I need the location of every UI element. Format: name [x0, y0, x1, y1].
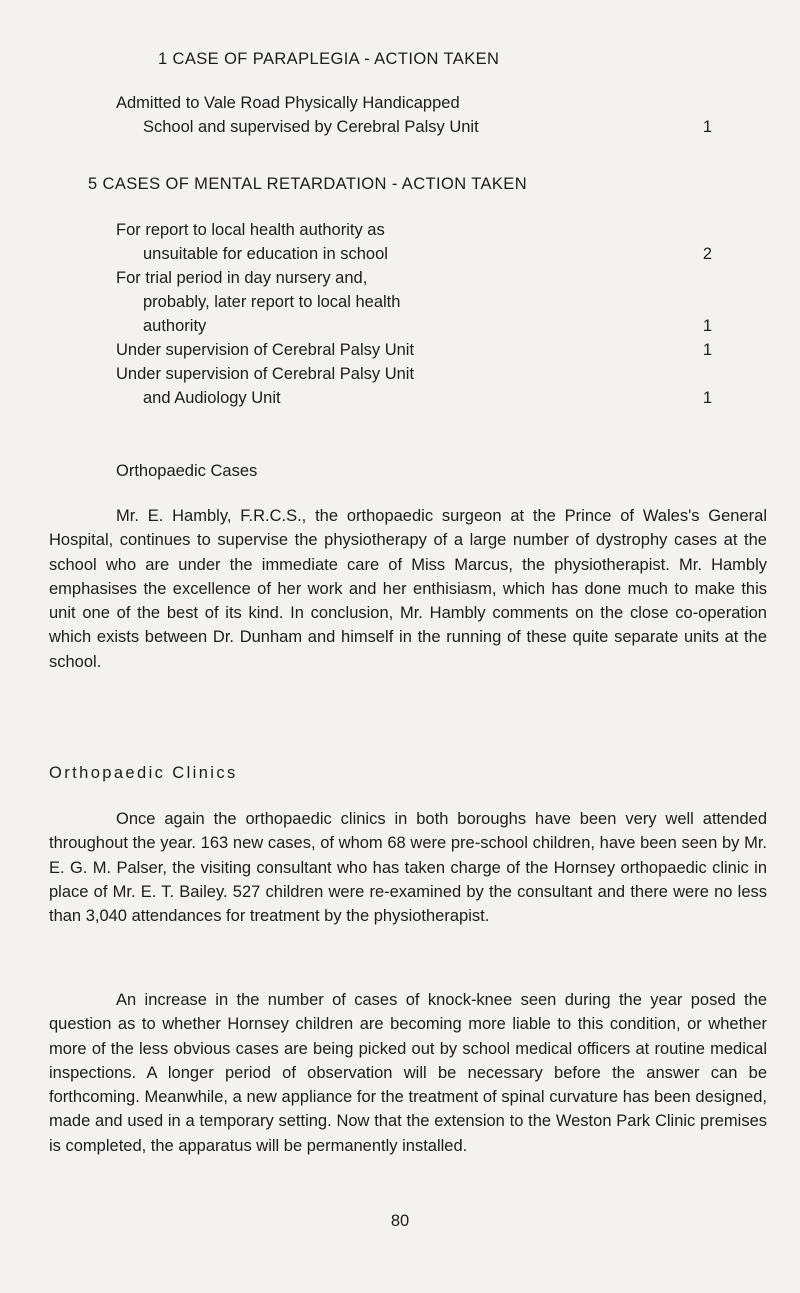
case-count: 1 — [702, 341, 712, 359]
entry-line: School and supervised by Cerebral Palsy Unit — [143, 118, 479, 136]
list-item — [116, 362, 414, 410]
mental-retardation-heading: 5 CASES OF MENTAL RETARDATION - ACTION TAKEN — [88, 175, 528, 193]
paraplegia-heading: 1 CASE OF PARAPLEGIA - ACTION TAKEN — [158, 50, 500, 68]
list-item — [116, 338, 414, 362]
orthopaedic-cases-paragraph: Mr. E. Hambly, F.R.C.S., the orthopaedic surgeon at the Prince of Wales's General Hospital, continues to supervise the physiotherapy of a large number of dystrophy cases at the school who are under the immediate care of Miss Marcus, the physiotherapist. Mr. Hambly emphasises the excellence of her work and her enthisiasm, which has done much to make this unit one of the best of its kind. In conclusion, Mr. Hambly comments on the close co-operation which exists between Dr. Dunham and himself in the running of these quite separate units at the school. — [49, 507, 767, 671]
entry-line: Under supervision of Cerebral Palsy Unit — [116, 365, 415, 383]
entry-line: unsuitable for education in school — [143, 245, 388, 263]
entry-line: For trial period in day nursery and, — [116, 269, 368, 287]
entry-line: For report to local health authority as — [116, 221, 385, 239]
case-count: 2 — [702, 245, 712, 263]
orthopaedic-clinics-paragraph-2: An increase in the number of cases of knock-knee seen during the year posed the question as to whether Hornsey children are becoming more liable to this condition, or whether more of the less obvious cases are being picked out by school medical officers at routine medical inspections. A longer period of observation will be necessary before the answer can be forthcoming. Meanwhile, a new appliance for the treatment of spinal curvature has been designed, made and used in a temporary setting. Now that the extension to the Weston Park Clinic premises is completed, the apparatus will be permanently installed. — [49, 991, 767, 1155]
orthopaedic-clinics-title: Orthopaedic Clinics — [49, 764, 238, 782]
entry-line: and Audiology Unit — [143, 389, 281, 407]
orthopaedic-cases-title: Orthopaedic Cases — [116, 462, 258, 480]
page-number: 80 — [390, 1212, 410, 1230]
case-count: 1 — [702, 118, 712, 136]
list-item — [116, 218, 388, 266]
orthopaedic-clinics-paragraph-1: Once again the orthopaedic clinics in both boroughs have been very well attended throughout the year. 163 new cases, of whom 68 were pre-school children, have been seen by Mr. E. G. M. Palser, the visiting consultant who has taken charge of the Hornsey orthopaedic clinic in place of Mr. E. T. Bailey. 527 children were re-examined by the consultant and there were no less than 3,040 attendances for treatment by the physiotherapist. — [49, 810, 767, 926]
case-count: 1 — [702, 389, 712, 407]
case-count: 1 — [702, 317, 712, 335]
entry-line: Admitted to Vale Road Physically Handicapped — [116, 94, 460, 112]
entry-line: authority — [143, 317, 207, 335]
entry-line: probably, later report to local health — [143, 293, 401, 311]
list-item — [116, 91, 479, 139]
entry-line: Under supervision of Cerebral Palsy Unit — [116, 341, 415, 359]
list-item — [116, 266, 400, 338]
